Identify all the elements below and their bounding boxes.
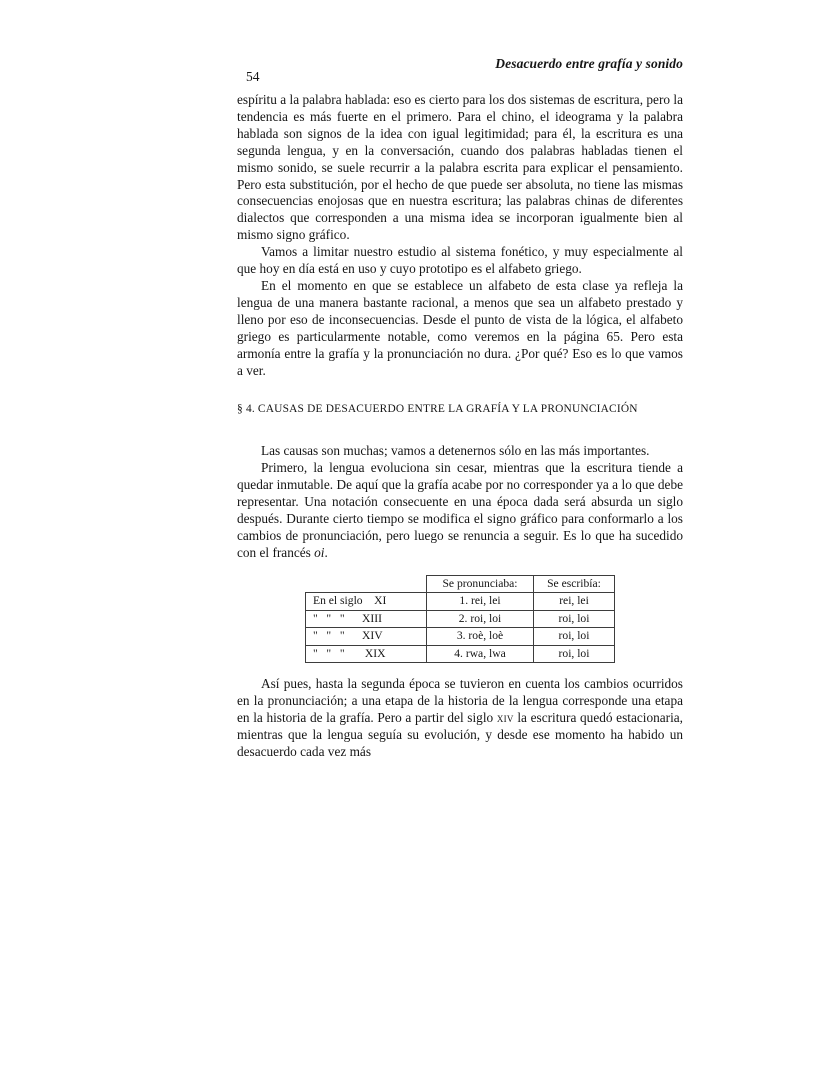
- table-cell-era: " " " XIV: [306, 628, 427, 646]
- table-row: [306, 610, 615, 628]
- table-cell-written: rei, lei: [534, 593, 615, 611]
- italic-word: oi: [314, 544, 325, 560]
- table-row: [306, 645, 615, 663]
- table-row: [306, 628, 615, 646]
- table-cell-era: " " " XIII: [306, 610, 427, 628]
- section-heading: § 4. CAUSAS DE DESACUERDO ENTRE LA GRAFÍA Y LA PRONUNCIACIÓN: [237, 403, 638, 416]
- paragraph-text: Primero, la lengua evoluciona sin cesar, mientras que la escritura tiende a quedar inmutable. De aquí que la grafía acabe por no corresponder ya a lo que debe representar. Una notación consecuente en una época dada será absurda un siglo después. Durante cierto tiempo se modifica el signo gráfico para conformarlo a los cambios de pronunciación, pero luego se renuncia a seguir. Es lo que ha sucedido con el francés: [237, 460, 683, 560]
- table-cell-pronounced: 1. rei, lei: [427, 593, 534, 611]
- paragraph-text: .: [324, 544, 328, 560]
- table-header-pronounced: Se pronunciaba:: [427, 575, 534, 593]
- paragraph-text: la escritura quedó estacionaria, mientras que la lengua seguía su evolución, y desde ese momento ha habido un desacuerdo cada vez más: [237, 710, 683, 759]
- paragraph: [237, 460, 683, 561]
- pronunciation-table: [305, 575, 615, 664]
- table-header-empty: [306, 575, 427, 593]
- paragraph: En el momento en que se establece un alfabeto de esta clase ya refleja la lengua de una manera bastante racional, a menos que sea un alfabeto prestado y lleno por eso de inconsecuencias. Desde el punto de vista de la lógica, el alfabeto griego es particularmente notable, como veremos en la página 65. Pero esta armonía entre la grafía y la pronunciación no dura. ¿Por qué? Eso es lo que vamos a ver.: [237, 277, 683, 378]
- paragraph: [237, 676, 683, 761]
- table-cell-pronounced: 4. rwa, lwa: [427, 645, 534, 663]
- running-title: Desacuerdo entre grafía y sonido: [495, 56, 683, 71]
- table-row: [306, 593, 615, 611]
- page-number: 54: [246, 69, 260, 84]
- table-header-written: Se escribía:: [534, 575, 615, 593]
- table-cell-written: roi, loi: [534, 628, 615, 646]
- paragraph: Las causas son muchas; vamos a detenernos sólo en las más importantes.: [261, 443, 650, 459]
- paragraph: Vamos a limitar nuestro estudio al sistema fonético, y muy especialmente al que hoy en día está en uso y cuyo prototipo es el alfabeto griego.: [237, 244, 683, 277]
- table-cell-pronounced: 2. roi, loi: [427, 610, 534, 628]
- table-cell-era: En el siglo XI: [306, 593, 427, 611]
- table-cell-pronounced: 3. roè, loè: [427, 628, 534, 646]
- paragraph-text: Así pues, hasta la segunda época se tuvieron en cuenta los cambios ocurridos en la pronunciación; a una etapa de la historia de la lengua corresponde una etapa en la historia de la grafía. Pero a partir del siglo: [237, 676, 683, 726]
- table-cell-era: " " " XIX: [306, 645, 427, 663]
- table-header-row: [306, 575, 615, 593]
- smallcaps-word: xiv: [496, 710, 514, 726]
- paragraph-continuation: espíritu a la palabra hablada: eso es cierto para los dos sistemas de escritura, pero la tendencia es más fuerte en el primero. Para el chino, el ideograma y la palabra hablada son signos de la idea con igual legitimidad; para él, la escritura es una segunda lengua, y en la conversación, cuando dos palabras habladas tienen el mismo sonido, se suele recurrir a la palabra escrita para explicar el pensamiento. Pero esta substitución, por el hecho de que puede ser absoluta, no tiene las mismas consecuencias enojosas que en nuestra escritura; las palabras chinas de diferentes dialectos que corresponden a una misma idea se incorporan igualmente bien al mismo signo gráfico.: [237, 92, 683, 243]
- page-content: [237, 92, 683, 761]
- table-cell-written: roi, loi: [534, 610, 615, 628]
- table-cell-written: roi, loi: [534, 645, 615, 663]
